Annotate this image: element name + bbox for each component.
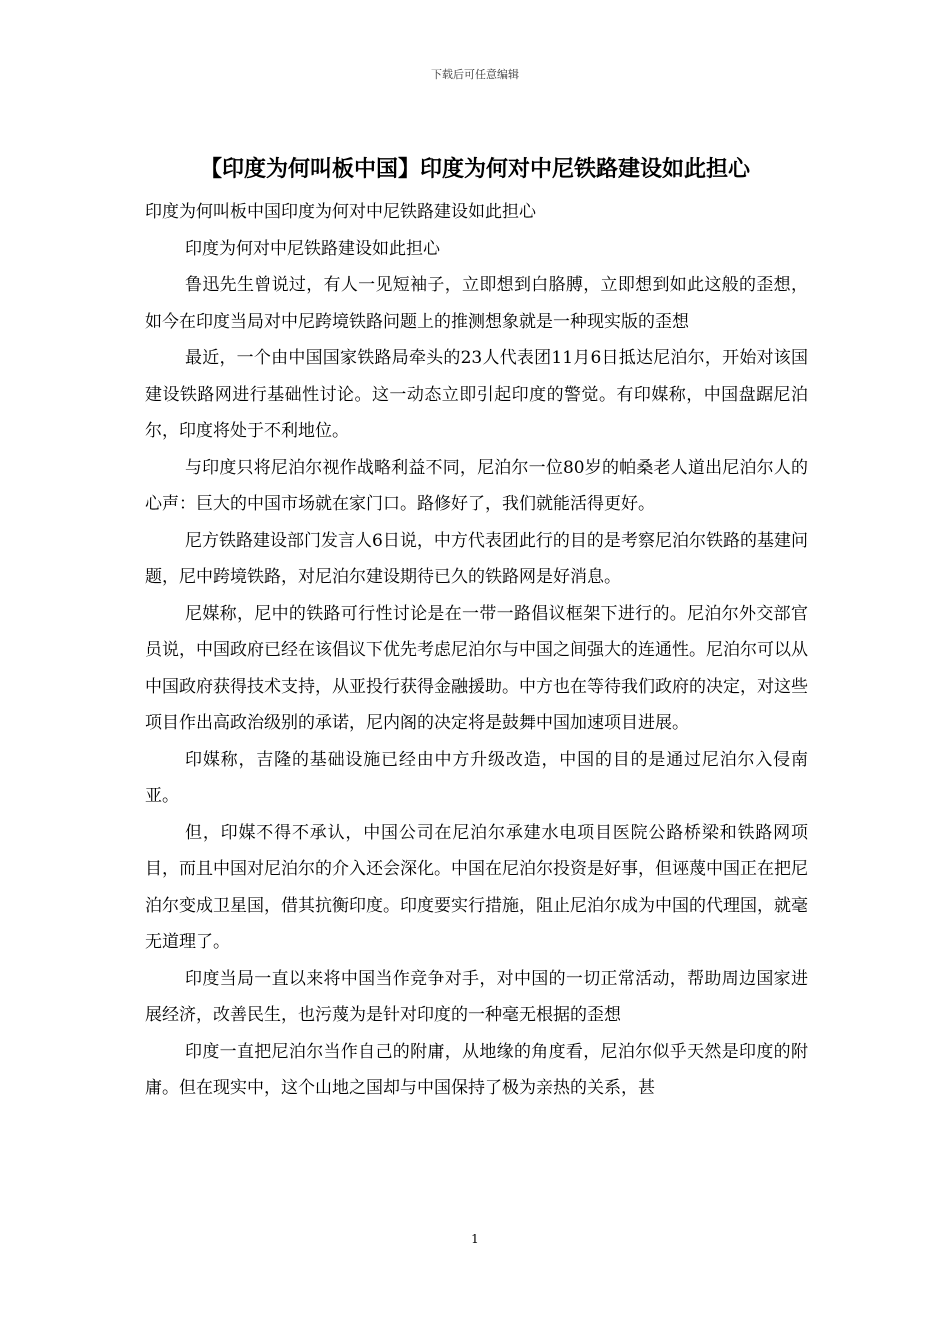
document-title: 【印度为何叫板中国】印度为何对中尼铁路建设如此担心 [199, 157, 750, 182]
paragraph: 尼媒称，尼中的铁路可行性讨论是在一带一路倡议框架下进行的。尼泊尔外交部官员说，中国政府已经在该倡议下优先考虑尼泊尔与中国之间强大的连通性。尼泊尔可以从中国政府获得技术支持，从亚投行获得金融援助。中方也在等待我们政府的决定，对这些项目作出高政治级别的承诺，尼内阁的决定将是鼓舞中国加速项目进展。 [145, 603, 808, 733]
paragraph: 印媒称，吉隆的基础设施已经由中方升级改造，中国的目的是通过尼泊尔入侵南亚。 [145, 749, 808, 806]
paragraph: 印度当局一直以来将中国当作竞争对手，对中国的一切正常活动，帮助周边国家进展经济，改善民生，也污蔑为是针对印度的一种毫无根据的歪想 [145, 968, 808, 1025]
paragraph: 最近，一个由中国国家铁路局牵头的23人代表团11月6日抵达尼泊尔，开始对该国建设铁路网进行基础性讨论。这一动态立即引起印度的警觉。有印媒称，中国盘踞尼泊尔，印度将处于不利地位。 [145, 348, 808, 441]
paragraph: 尼方铁路建设部门发言人6日说，中方代表团此行的目的是考察尼泊尔铁路的基建问题，尼中跨境铁路，对尼泊尔建设期待已久的铁路网是好消息。 [145, 530, 808, 587]
paragraph: 印度为何叫板中国印度为何对中尼铁路建设如此担心 [145, 202, 536, 222]
paragraph: 但，印媒不得不承认，中国公司在尼泊尔承建水电项目医院公路桥梁和铁路网项目，而且中国对尼泊尔的介入还会深化。中国在尼泊尔投资是好事，但诬蔑中国正在把尼泊尔变成卫星国，借其抗衡印度。印度要实行措施，阻止尼泊尔成为中国的代理国，就毫无道理了。 [145, 822, 808, 952]
page-number: 1 [471, 1232, 479, 1246]
header-note: 下载后可任意编辑 [431, 68, 519, 81]
paragraph: 印度一直把尼泊尔当作自己的附庸，从地缘的角度看，尼泊尔似乎天然是印度的附庸。但在现实中，这个山地之国却与中国保持了极为亲热的关系，甚 [145, 1041, 808, 1098]
document-body [145, 194, 808, 1107]
paragraph: 鲁迅先生曾说过，有人一见短袖子，立即想到白胳膊，立即想到如此这般的歪想，如今在印度当局对中尼跨境铁路问题上的推测想象就是一种现实版的歪想 [145, 275, 808, 332]
paragraph: 与印度只将尼泊尔视作战略利益不同，尼泊尔一位80岁的帕桑老人道出尼泊尔人的心声：巨大的中国市场就在家门口。路修好了，我们就能活得更好。 [145, 457, 808, 514]
paragraph: 印度为何对中尼铁路建设如此担心 [185, 238, 440, 259]
